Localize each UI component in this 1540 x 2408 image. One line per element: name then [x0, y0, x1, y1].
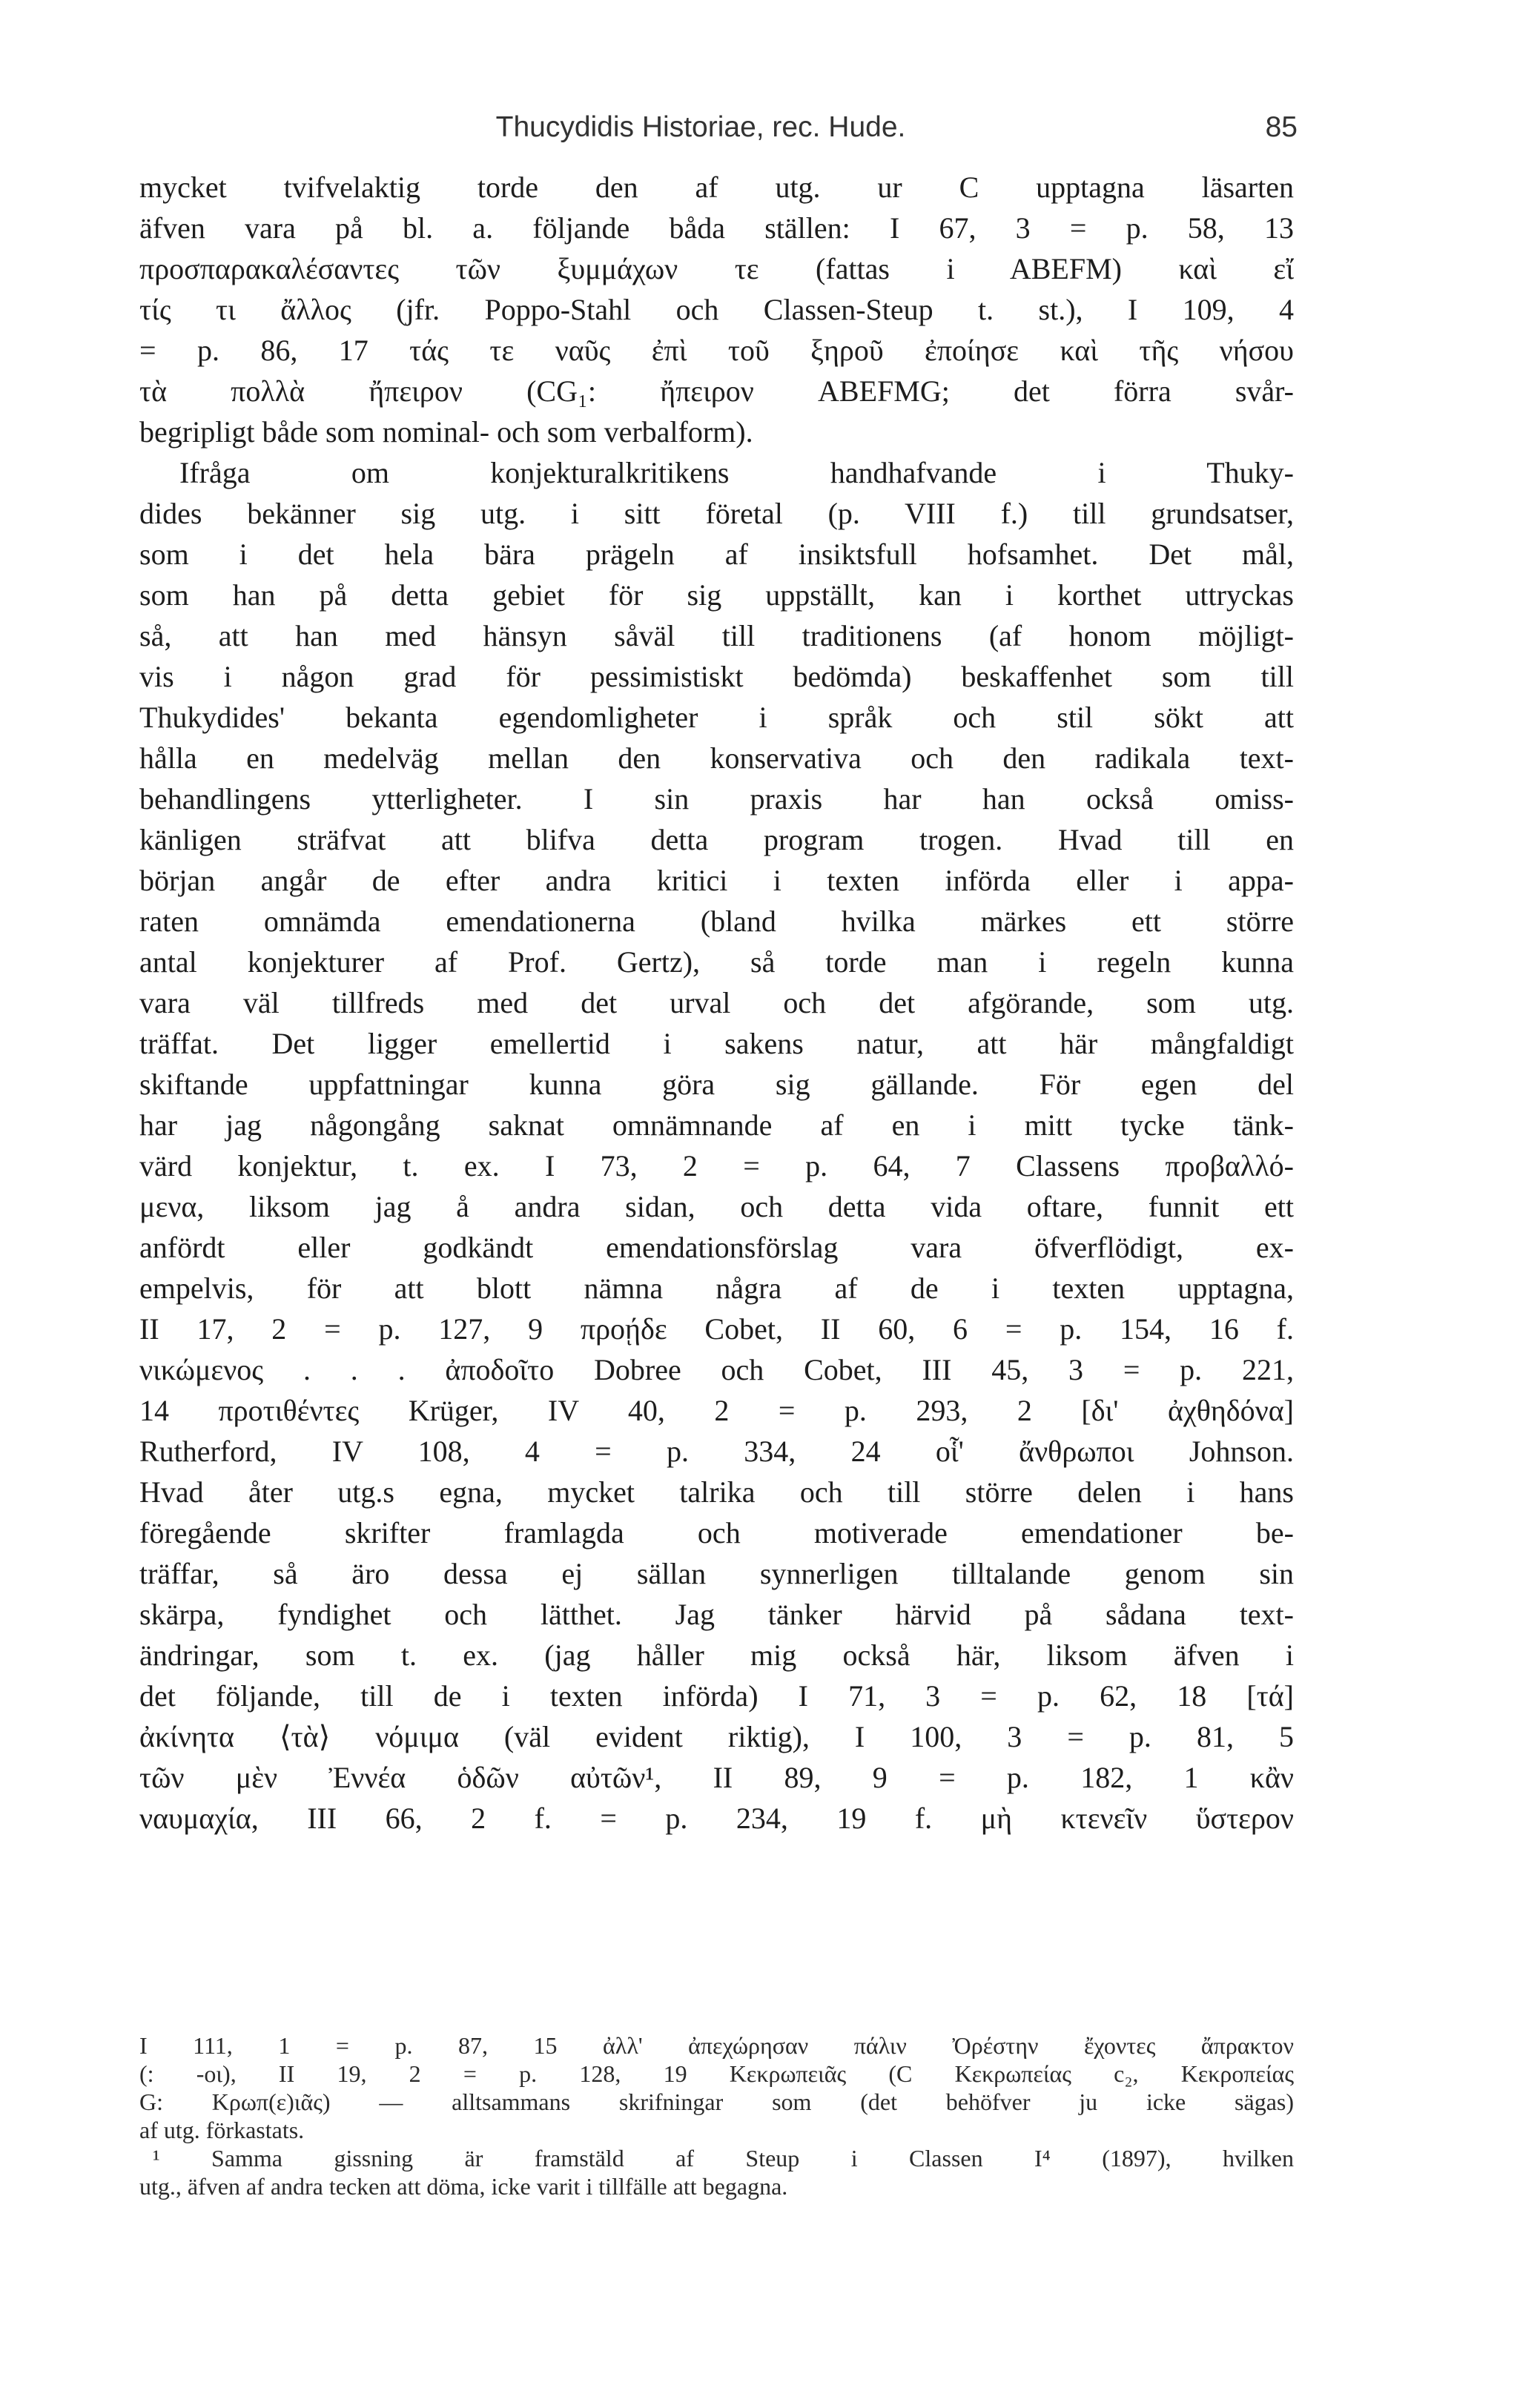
footnotes: [139, 2031, 1294, 2200]
text-line: mycket tvifvelaktig torde den af utg. ur C upptagna läsarten: [139, 171, 1294, 204]
text-line: början angår de efter andra kritici i texten införda eller i appa-: [139, 864, 1294, 897]
text-line: 14 προτιθέντες Krüger, IV 40, 2 = p. 293, 2 [δι' ἀχθηδόνα]: [139, 1394, 1294, 1427]
text-line: τίς τι ἄλλος (jfr. Poppo-Stahl och Classen-Steup t. st.), I 109, 4: [139, 293, 1294, 326]
text-line: som han på detta gebiet för sig uppställt, kan i korthet uttryckas: [139, 578, 1294, 612]
main-text: [139, 167, 1294, 1839]
text-line: har jag någongång saknat omnämnande af en i mitt tycke tänk-: [139, 1108, 1294, 1142]
text-line: Thukydides' bekanta egendomligheter i språk och stil sökt att: [139, 701, 1294, 734]
text-line: anfördt eller godkändt emendationsförslag vara öfverflödigt, ex-: [139, 1231, 1294, 1264]
text-line: τῶν μὲν Ἐννέα ὁδῶν αὐτῶν¹, II 89, 9 = p. 182, 1 κἂν: [139, 1761, 1294, 1794]
text-line: behandlingens ytterligheter. I sin praxis har han också omiss-: [139, 782, 1294, 816]
page-header: [104, 111, 1298, 156]
text-line: II 17, 2 = p. 127, 9 προῄδε Cobet, II 60, 6 = p. 154, 16 f.: [139, 1312, 1294, 1346]
footnote-line: utg., äfven af andra tecken att döma, icke varit i tillfälle att begagna.: [139, 2173, 788, 2200]
text-line: föregående skrifter framlagda och motiverade emendationer be-: [139, 1516, 1294, 1549]
text-line: τὰ πολλὰ ἤπειρον (CG₁: ἤπειρον ABEFMG; det förra svår-: [139, 374, 1294, 408]
text-line: begripligt både som nominal- och som verbalform).: [139, 415, 753, 449]
footnote-line: af utg. förkastats.: [139, 2117, 305, 2143]
text-line: νικώμενος . . . ἀποδοῖτο Dobree och Cobet, III 45, 3 = p. 221,: [139, 1353, 1294, 1386]
text-line: προσπαρακαλέσαντες τῶν ξυμμάχων τε (fattas i ABEFM) καὶ εἴ: [139, 252, 1294, 285]
text-line: ändringar, som t. ex. (jag håller mig också här, liksom äfven i: [139, 1638, 1294, 1672]
text-line: = p. 86, 17 τάς τε ναῦς ἐπὶ τοῦ ξηροῦ ἐποίησε καὶ τῆς νήσου: [139, 334, 1294, 367]
running-title: Thucydidis Historiae, rec. Hude.: [495, 111, 906, 143]
text-line: dides bekänner sig utg. i sitt företal (p. VIII f.) till grundsatser,: [139, 497, 1294, 530]
text-line: värd konjektur, t. ex. I 73, 2 = p. 64, 7 Classens προβαλλό-: [139, 1149, 1294, 1182]
text-line: känligen sträfvat att blifva detta program trogen. Hvad till en: [139, 823, 1294, 856]
text-line: Ifråga om konjekturalkritikens handhafvande i Thuky-: [179, 456, 1294, 489]
text-line: vara väl tillfreds med det urval och det afgörande, som utg.: [139, 986, 1294, 1019]
text-line: träffat. Det ligger emellertid i sakens natur, att här mångfaldigt: [139, 1027, 1294, 1060]
footnote-line: I 111, 1 = p. 87, 15 ἀλλ' ἀπεχώρησαν πάλιν Ὀρέστην ἔχοντες ἄπρακτον: [139, 2032, 1294, 2059]
text-line: Hvad åter utg.s egna, mycket talrika och till större delen i hans: [139, 1475, 1294, 1509]
text-line: antal konjekturer af Prof. Gertz), så torde man i regeln kunna: [139, 945, 1294, 979]
footnote-line: G: Κρωπ(ε)ιᾶς) — alltsammans skrifningar som (det behöfver ju icke sägas): [139, 2088, 1294, 2115]
page-number: 85: [1265, 111, 1298, 143]
text-line: skärpa, fyndighet och lätthet. Jag tänker härvid på sådana text-: [139, 1598, 1294, 1631]
text-line: empelvis, för att blott nämna några af de i texten upptagna,: [139, 1271, 1294, 1305]
text-line: träffar, så äro dessa ej sällan synnerligen tilltalande genom sin: [139, 1557, 1294, 1590]
text-line: det följande, till de i texten införda) I 71, 3 = p. 62, 18 [τά]: [139, 1679, 1294, 1713]
footnote-line: ¹ Samma gissning är framstäld af Steup i Classen I⁴ (1897), hvilken: [153, 2145, 1294, 2172]
text-line: vis i någon grad för pessimistiskt bedömda) beskaffenhet som till: [139, 660, 1294, 693]
text-line: så, att han med hänsyn såväl till traditionens (af honom möjligt-: [139, 619, 1294, 652]
text-line: skiftande uppfattningar kunna göra sig gällande. För egen del: [139, 1068, 1294, 1101]
text-line: hålla en medelväg mellan den konservativa och den radikala text-: [139, 741, 1294, 775]
text-line: Rutherford, IV 108, 4 = p. 334, 24 οἷ' ἄνθρωποι Johnson.: [139, 1435, 1294, 1468]
text-line: μενα, liksom jag å andra sidan, och detta vida oftare, funnit ett: [139, 1190, 1294, 1223]
text-line: raten omnämda emendationerna (bland hvilka märkes ett större: [139, 904, 1294, 938]
text-line: ναυμαχία, III 66, 2 f. = p. 234, 19 f. μὴ κτενεῖν ὕστερον: [139, 1802, 1294, 1835]
footnote-line: (: -οι), II 19, 2 = p. 128, 19 Κεκρωπειᾶς (C Κεκρωπείας c₂, Κεκροπείας: [139, 2060, 1294, 2087]
text-line: ἀκίνητα ⟨τὰ⟩ νόμιμα (väl evident riktig), I 100, 3 = p. 81, 5: [139, 1720, 1294, 1753]
text-line: äfven vara på bl. a. följande båda ställen: I 67, 3 = p. 58, 13: [139, 211, 1294, 245]
text-line: som i det hela bära prägeln af insiktsfull hofsamhet. Det mål,: [139, 538, 1294, 571]
